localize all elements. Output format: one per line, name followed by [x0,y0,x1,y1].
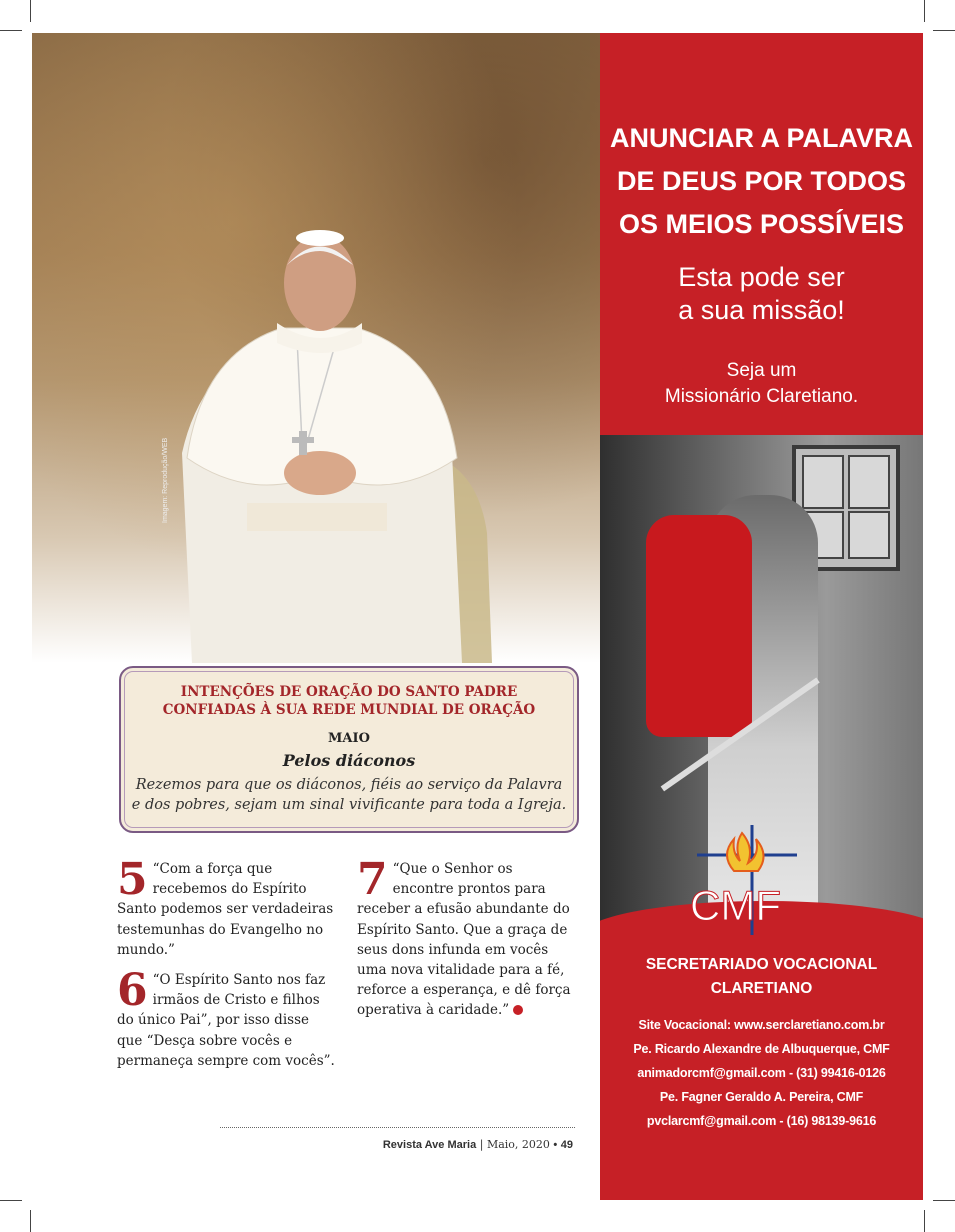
ad-headline-line: DE DEUS POR TODOS [616,166,907,196]
intentions-month: MAIO [328,731,370,746]
footer-separator: | [479,1138,484,1151]
page-number: 49 [560,1139,573,1151]
contact-name: Pe. Ricardo Alexandre de Albuquerque, CMF [633,1042,890,1056]
quote-text: “Com a força que recebemos do Espírito Santo podemos ser verdadeiras testemunhas do Evangelho no mundo.” [117,861,334,958]
ad-headline [600,117,923,246]
crop-mark [0,30,22,31]
intentions-title-line: INTENÇÕES DE ORAÇÃO DO SANTO PADRE [180,684,518,700]
secretariat-name [600,953,923,1001]
footer-bullet: • [553,1139,558,1151]
intentions-subtitle: Pelos diáconos [282,751,416,770]
secretariat-line: CLARETIANO [710,980,813,997]
quote-paragraph [117,965,335,1071]
crop-mark [0,1200,22,1201]
contact-name: Pe. Fagner Geraldo A. Pereira, CMF [659,1090,864,1104]
text-column-right [357,854,577,1031]
photo-credit: Imagem: Reprodução/WEB [162,437,169,523]
end-mark-icon [513,1005,523,1015]
quote-paragraph [117,854,335,960]
crop-mark [30,0,31,22]
quote-number: 7 [357,854,388,905]
pope-illustration [32,33,601,663]
ad-invitation-line: Missionário Claretiano. [664,386,859,407]
ad-mission-line: a sua missão! [678,295,845,325]
crop-mark [30,1210,31,1232]
magazine-name: Revista Ave Maria [382,1139,477,1151]
intentions-text-line: Rezemos para que os diáconos, fiéis ao serviço da Palavra [135,777,563,793]
crop-mark [933,1200,955,1201]
logo-text: CMF [690,882,781,929]
quote-number: 5 [117,854,148,905]
ad-mission-line: Esta pode ser [678,262,845,292]
intentions-text [131,775,567,815]
crop-mark [933,30,955,31]
red-backpack [646,515,752,737]
contact-details: animadorcmf@gmail.com - (31) 99416-0126 [637,1066,886,1080]
contact-site: Site Vocacional: www.serclaretiano.com.br [638,1018,885,1032]
cmf-logo [682,825,802,935]
intentions-title-line: CONFIADAS À SUA REDE MUNDIAL DE ORAÇÃO [162,702,536,718]
ad-invitation-line: Seja um [726,360,797,381]
ad-invitation [600,358,923,410]
contact-info [600,1013,923,1133]
crop-mark [924,0,925,22]
page-footer [220,1138,573,1151]
secretariat-line: SECRETARIADO VOCACIONAL [645,956,878,973]
ad-mission [600,261,923,327]
crop-mark [924,1210,925,1232]
quote-text: “O Espírito Santo nos faz irmãos de Cristo e filhos do único Pai”, por isso disse que “Desça sobre vocês e permaneça sempre com vocês”. [117,972,335,1069]
cmf-logo-icon [682,825,802,935]
text-column-left [117,854,335,1081]
prayer-intentions-box [119,666,579,833]
ad-headline-line: ANUNCIAR A PALAVRA [610,123,913,153]
vocational-ad [600,33,923,1200]
quote-paragraph [357,854,577,1021]
intentions-text-line: e dos pobres, sejam um sinal vivificante para toda a Igreja. [131,797,567,813]
footer-divider [220,1127,575,1128]
quote-number: 6 [117,965,148,1017]
pope-photo [32,33,601,663]
intentions-title [121,683,577,719]
quote-text: “Que o Senhor os encontre prontos para receber a efusão abundante do Espírito Santo. Que a graça de seus dons infunda em vocês uma nova vitalidade para a fé, reforce a esperança, e dê força operativa à caridade.” [357,861,571,1019]
contact-details: pvclarcmf@gmail.com - (16) 98139-9616 [646,1114,877,1128]
issue-date: Maio, 2020 [486,1138,550,1151]
ad-headline-line: OS MEIOS POSSÍVEIS [618,209,905,239]
